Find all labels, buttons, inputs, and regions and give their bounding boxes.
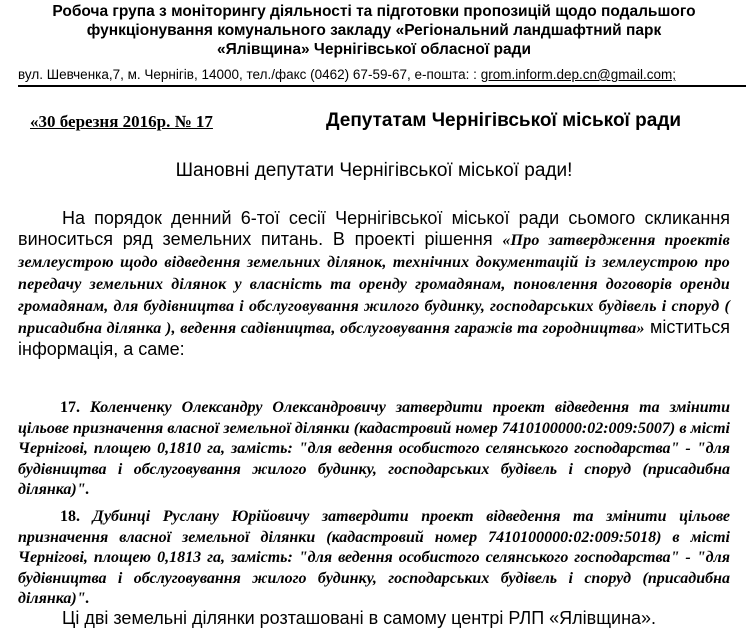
contact-line — [18, 67, 746, 87]
letterhead — [0, 2, 748, 59]
item-number: 17. — [60, 399, 80, 416]
closing-text: Ці дві земельні ділянки розташовані в самому центрі РЛП «Ялівщина». — [62, 608, 657, 628]
greeting: Шановні депутати Чернігівської міської ради! — [175, 160, 573, 181]
email-link[interactable]: grom.inform.dep.cn@gmail.com; — [480, 67, 676, 82]
item-number: 18. — [60, 508, 80, 525]
list-item — [18, 398, 730, 501]
letterhead-line-2: функціонування комунального закладу «Регіональний ландшафтний парк — [86, 22, 662, 39]
closing-paragraph — [18, 608, 730, 629]
item-text: Дубинці Руслану Юрійовичу затвердити проект відведення та змінити цільове призначення власної земельної ділянки (кадастровий номер 7410100000:02:009:5018) в місті Чернігові, площею 0,1813 га, замість: "для ведення особистого селянського господарства" - "для будівництва і обслуговування жилого будинку, господарських будівель і споруд (присадибна ділянка)". — [18, 508, 731, 607]
item-text: Коленченку Олександру Олександровичу затвердити проект відведення та змінити цільове призначення власної земельної ділянки (кадастровий номер 7410100000:02:009:5007) в місті Чернігові, площею 0,1810 га, замість: "для ведення особистого селянського господарства" - "для будівництва і обслуговування жилого будинку, господарських будівель і споруд (присадибна ділянка)". — [18, 399, 730, 498]
date-and-number: «30 березня 2016р. № 17 — [30, 112, 213, 131]
body-outro: міститься інформація, а саме: — [18, 317, 730, 359]
body-paragraph — [18, 208, 730, 360]
list-item — [18, 507, 730, 610]
letterhead-line-1: Робоча група з моніторингу діяльності та підготовки пропозицій щодо подальшого — [52, 3, 696, 20]
letterhead-line-3: «Ялівщина» Чернігівської обласної ради — [216, 41, 532, 58]
decision-title-quote: «Про затвердження проектів землеустрою щодо відведення земельних ділянок, технічних документацій із землеустрою про передачу земельних ділянок у власність та оренду громадянам, поновлення договорів оренди громадянам, для будівництва і обслуговування жилого будинку, господарських будівель і споруд ( присадибна ділянка ), ведення садівництва, обслуговування гаражів та городництва» — [18, 232, 731, 337]
addressee: Депутатам Чернігівської міської ради — [326, 110, 682, 131]
postal-address: вул. Шевченка,7, м. Чернігів, 14000, тел./факс (0462) 67-59-67, е-пошта: : — [18, 67, 477, 82]
body-intro: На порядок денний 6-тої сесії Чернігівської міської ради сьомого скликання виноситься ряд земельних питань. В проекті рішення — [18, 208, 730, 249]
